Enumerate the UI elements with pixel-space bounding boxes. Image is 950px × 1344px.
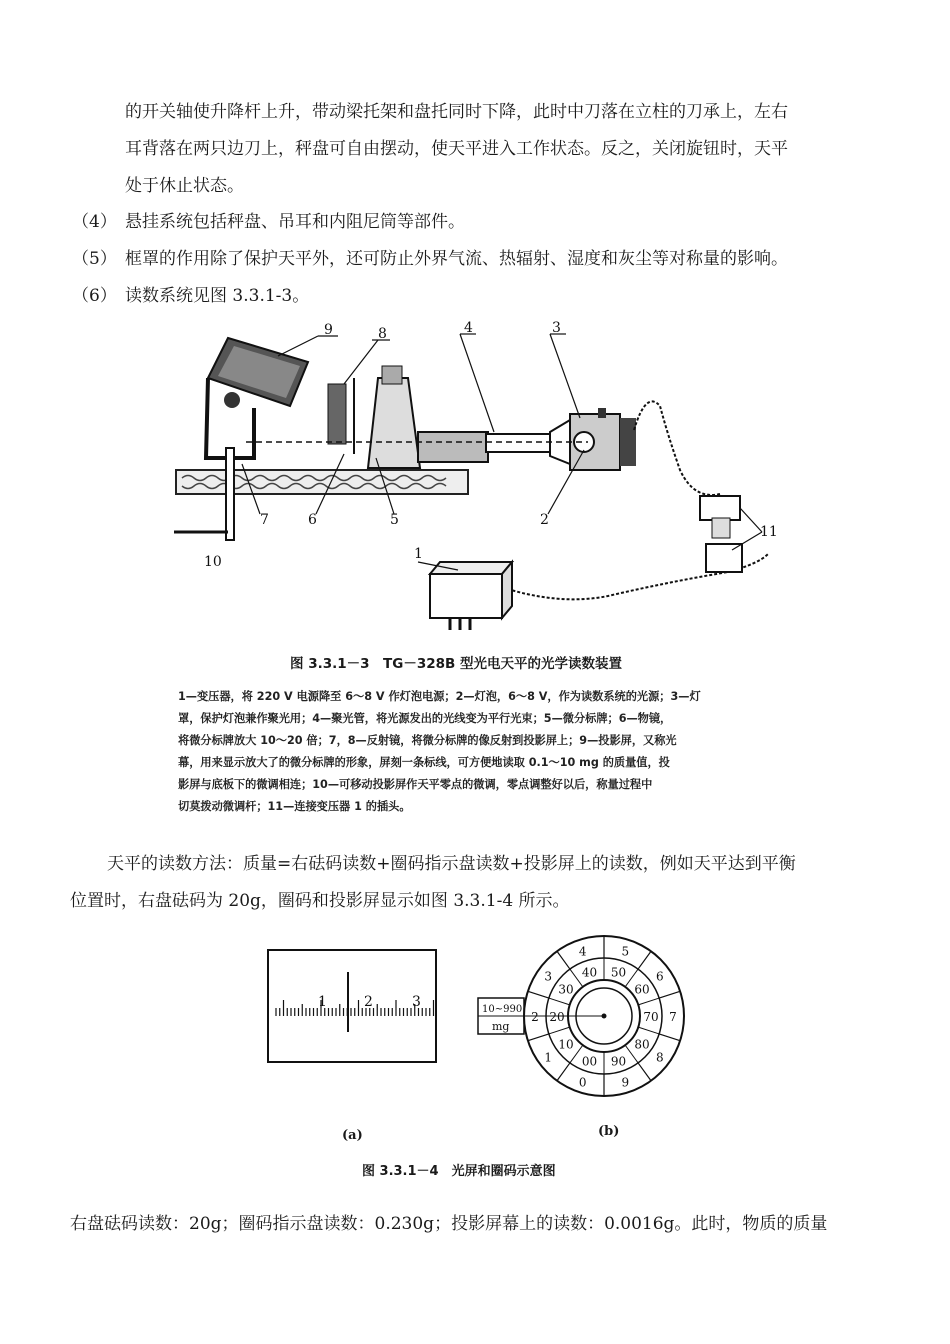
ring-weight-dial [478,936,684,1096]
subfigure-a-label: (a) [342,1128,363,1143]
legend-line: 幕，用来显示放大了的微分标牌的形象，屏刻一条标线，可方便地读取 0.1～10 mg 的质量值，投 [178,756,670,769]
scale-label: 3 [412,994,421,1010]
label-11: 11 [760,524,778,540]
dial-outer-label: 5 [621,944,630,959]
condenser-tube [486,434,550,452]
list-number: （6） [72,286,117,306]
optical-reading-device-figure [168,318,788,648]
legend-line: 罩，保护灯泡兼作聚光用；4—聚光管，将光源发出的光线变为平行光束；5—微分标牌；6—物镜， [178,712,672,725]
dial-inner-label: 10 [558,1037,574,1052]
label-3: 3 [552,320,561,336]
dial-inner-label: 70 [643,1010,659,1024]
dial-outer-label: 3 [544,969,552,984]
dial-outer-label: 4 [578,944,587,959]
dial-inner-label: 90 [610,1054,627,1069]
base-board [176,470,468,494]
paragraph-line: 的开关轴使升降杆上升，带动梁托架和盘托同时下降，此时中刀落在立柱的刀承上，左右 [125,102,788,122]
legend-line: 将微分标牌放大 10～20 倍；7，8—反射镜，将微分标牌的像反射到投影屏上；9—投影屏，又称光 [178,734,677,747]
label-5: 5 [390,512,399,528]
legend-line: 切莫拨动微调杆；11—连接变压器 1 的插头。 [178,800,411,813]
list-number: （5） [72,249,117,269]
scale-label: 1 [318,994,327,1010]
label-1: 1 [414,546,423,562]
legend-line: 影屏与底板下的微调相连；10—可移动投影屏作天平零点的微调，零点调整好以后，称量过程中 [178,778,653,791]
dial-outer-label: 7 [669,1010,677,1024]
label-10: 10 [204,554,222,570]
legend-line: 1—变压器，将 220 V 电源降至 6～8 V 作灯泡电源；2—灯泡，6～8 V，作为读数系统的光源；3—灯 [178,690,701,703]
figure1-caption: 图 3.3.1－3 TG－328B 型光电天平的光学读数装置 [290,656,622,672]
label-7: 7 [260,512,269,528]
paragraph-line: 处于休止状态。 [125,176,244,196]
paragraph-line: 天平的读数方法：质量=右砝码读数+圈码指示盘读数+投影屏上的读数，例如天平达到平衡 [107,854,796,874]
dial-inner-label: 60 [634,982,650,997]
dial-outer-label: 2 [531,1010,539,1024]
label-4: 4 [464,320,473,336]
paragraph-line: 右盘砝码读数：20g；圈码指示盘读数：0.230g；投影屏幕上的读数：0.0016g。此时，物质的质量 [70,1214,828,1234]
dial-inner-label: 40 [581,965,598,980]
label-9: 9 [324,322,333,338]
projection-scale [268,950,436,1062]
figure2-caption: 图 3.3.1－4 光屏和圈码示意图 [362,1164,556,1179]
dial-inner-label: 00 [581,1054,598,1069]
transformer [430,562,512,630]
dial-outer-label: 9 [621,1075,630,1090]
plug [700,496,742,572]
list-item: 框罩的作用除了保护天平外，还可防止外界气流、热辐射、湿度和灰尘等对称量的影响。 [125,249,788,269]
scale-label: 2 [364,994,373,1010]
dial-outer-label: 8 [656,1050,664,1065]
dial-inner-label: 20 [549,1010,565,1024]
paragraph-line: 耳背落在两只边刀上，秤盘可自由摆动，使天平进入工作状态。反之，关闭旋钮时，天平 [125,139,788,159]
lamp-housing [550,408,636,470]
subfigure-b-label: (b) [598,1124,620,1139]
dial-outer-label: 0 [578,1075,587,1090]
dial-inner-label: 50 [610,965,627,980]
list-number: （4） [72,212,117,232]
projection-screen [206,338,308,458]
dial-inner-label: 30 [558,982,574,997]
dial-inner-label: 80 [634,1037,650,1052]
dial-box-unit: mg [492,1020,510,1033]
dial-box-label: 10~990 [482,1004,523,1015]
dial-outer-label: 6 [656,969,664,984]
list-item: 悬挂系统包括秤盘、吊耳和内阻尼筒等部件。 [125,212,465,232]
column-housing [368,366,488,468]
dial-outer-label: 1 [544,1050,552,1065]
label-8: 8 [378,326,387,342]
paragraph-line: 位置时，右盘砝码为 20g，圈码和投影屏显示如图 3.3.1-4 所示。 [70,891,570,911]
list-item: 读数系统见图 3.3.1-3。 [125,286,310,306]
label-2: 2 [540,512,549,528]
zero-adjust-rod [226,448,234,540]
label-6: 6 [308,512,317,528]
screen-and-ring-dial-figure [262,932,702,1122]
